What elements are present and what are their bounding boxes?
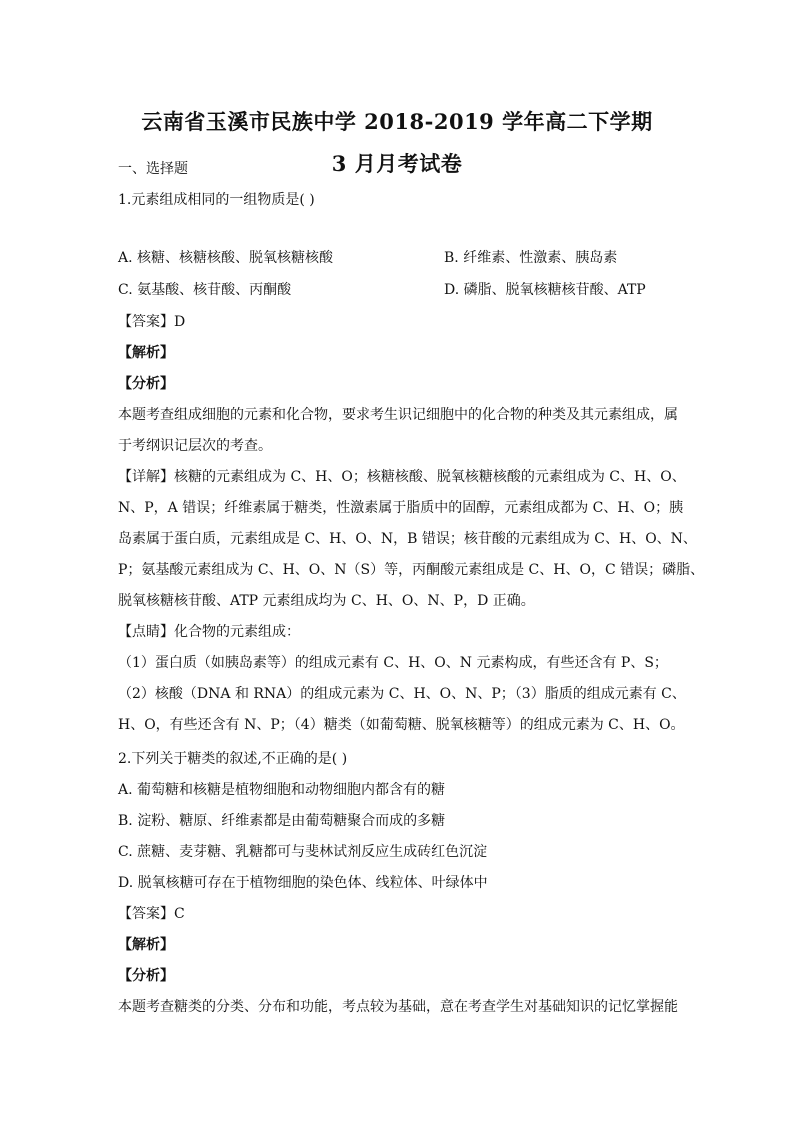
- q2-question: 2.下列关于糖类的叙述,不正确的是( ): [118, 751, 348, 767]
- q1-question: 1.元素组成相同的一组物质是( ): [118, 192, 315, 208]
- q2-option-b: B. 淀粉、糖原、纤维素都是由葡萄糖聚合而成的多糖: [118, 813, 446, 829]
- q1-detail-line: 【详解】核糖的元素组成为 C、H、O；核糖核酸、脱氧核糖核酸的元素组成为 C、H、O、: [118, 469, 686, 485]
- document-subtitle: 3 月月考试卷: [331, 151, 463, 176]
- q1-dianjing-line: 【点睛】化合物的元素组成：: [118, 624, 300, 640]
- q2-answer: 【答案】C: [118, 906, 185, 922]
- q1-option-c: C. 氨基酸、核苷酸、丙酮酸: [118, 282, 292, 298]
- section-heading: 一、选择题: [118, 161, 188, 177]
- q1-jiexi-label: 【解析】: [118, 345, 174, 361]
- q1-dianjing-line: （2）核酸（DNA 和 RNA）的组成元素为 C、H、O、N、P；（3）脂质的组成元素有 C、: [118, 686, 686, 702]
- q2-jiexi-label: 【解析】: [118, 937, 174, 953]
- q1-option-b: B. 纤维素、性激素、胰岛素: [444, 250, 618, 266]
- q2-option-d: D. 脱氧核糖可存在于植物细胞的染色体、线粒体、叶绿体中: [118, 875, 488, 891]
- q1-dianjing-line: （1）蛋白质（如胰岛素等）的组成元素有 C、H、O、N 元素构成，有些还含有 P、S；: [118, 655, 668, 671]
- q1-option-d: D. 磷脂、脱氧核糖核苷酸、ATP: [444, 282, 646, 298]
- q2-option-c: C. 蔗糖、麦芽糖、乳糖都可与斐林试剂反应生成砖红色沉淀: [118, 844, 488, 860]
- q1-fenxi-line: 于考纲识记层次的考查。: [118, 438, 272, 454]
- q2-fenxi-label: 【分析】: [118, 968, 174, 984]
- q1-fenxi-label: 【分析】: [118, 376, 174, 392]
- q2-fenxi-line: 本题考查糖类的分类、分布和功能，考点较为基础，意在考查学生对基础知识的记忆掌握能: [118, 999, 678, 1015]
- q2-option-a: A. 葡萄糖和核糖是植物细胞和动物细胞内都含有的糖: [118, 782, 446, 798]
- q1-detail-line: 岛素属于蛋白质，元素组成是 C、H、O、N，B 错误；核苷酸的元素组成为 C、H、O、N、: [118, 531, 697, 547]
- q1-detail-line: N、P，A 错误；纤维素属于糖类，性激素属于脂质中的固醇，元素组成都为 C、H、O；胰: [118, 500, 684, 516]
- q1-dianjing-line: H、O，有些还含有 N、P；（4）糖类（如葡萄糖、脱氧核糖等）的组成元素为 C、H、O。: [118, 717, 685, 733]
- q1-answer: 【答案】D: [118, 314, 186, 330]
- document-title: 云南省玉溪市民族中学 2018-2019 学年高二下学期: [141, 109, 653, 134]
- q1-fenxi-line: 本题考查组成细胞的元素和化合物，要求考生识记细胞中的化合物的种类及其元素组成，属: [118, 407, 678, 423]
- q1-detail-line: P；氨基酸元素组成为 C、H、O、N（S）等，丙酮酸元素组成是 C、H、O，C 错误；磷脂、: [118, 562, 705, 578]
- q1-option-a: A. 核糖、核糖核酸、脱氧核糖核酸: [118, 250, 334, 266]
- q1-detail-line: 脱氧核糖核苷酸、ATP 元素组成均为 C、H、O、N、P，D 正确。: [118, 593, 535, 609]
